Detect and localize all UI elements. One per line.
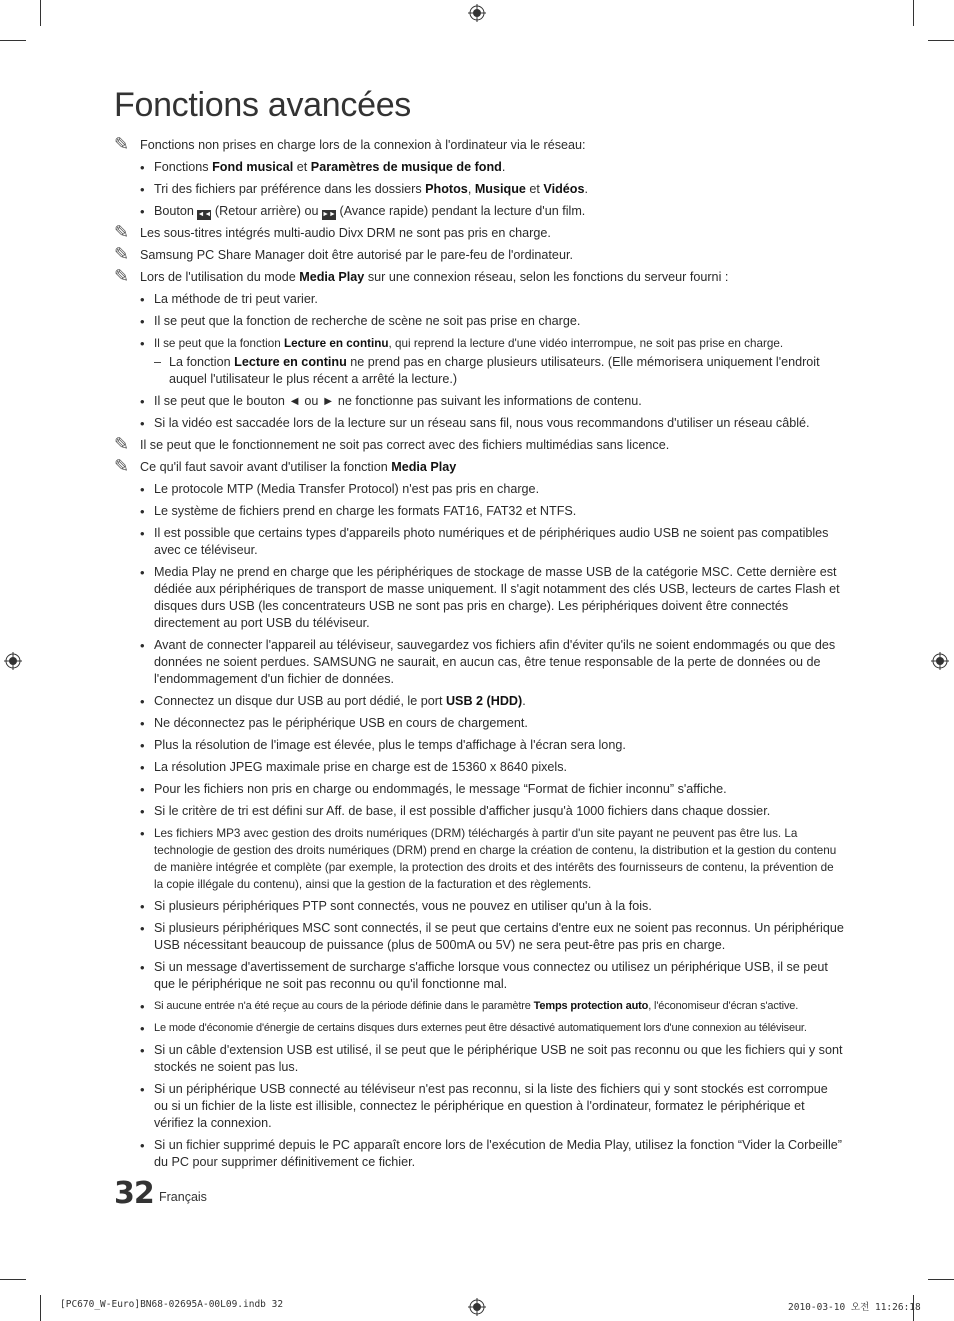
list-item: • Si un câble d'extension USB est utilisé, il se peut que le périphérique USB ne soit pas reconnu ou que les fichiers qui y sont stockés ne soient pas lus. [114, 1042, 844, 1076]
note [114, 434, 844, 454]
list-item: • Si un périphérique USB connecté au téléviseur n'est pas reconnu, si la liste des fichiers qui y sont stockés est corrompue ou si un fichier de la liste est illisible, connectez le périphérique en question à l'ordinateur, formatez le périphérique et vérifiez la connexion. [114, 1081, 844, 1132]
crop-mark [928, 1279, 954, 1280]
list-item: • Il se peut que le bouton ◄ ou ► ne fonctionne pas suivant les informations de contenu. [114, 393, 844, 410]
page-number: 32 [114, 1176, 154, 1211]
footer-file-info: [PC670_W-Euro]BN68-02695A-00L09.indb 32 [60, 1299, 284, 1310]
pencil-note-icon: ✎ [114, 266, 130, 286]
fast-forward-key-icon: ►► [322, 211, 336, 218]
note-text: Samsung PC Share Manager doit être autorisé par le pare-feu de l'ordinateur. [140, 248, 573, 262]
list-item: • Les fichiers MP3 avec gestion des droits numériques (DRM) téléchargés à partir d'un site payant ne peuvent pas être lus. La technologie de gestion des droits numériques (DRM) prend en charge la création de contenu, la distribution et la gestion du contenu de manière intégrée et complète (par exemple, la protection des droits et des intérêts des fournisseurs de contenu, la prévention de la copie illégale du contenu), ainsi que la gestion de la facturation et des règlements. [114, 825, 844, 893]
list-item: • Si un message d'avertissement de surcharge s'affiche lorsque vous connectez ou utilisez un périphérique USB, il se peut que le périphérique ne soit pas reconnu ou qu'il fonctionne mal. [114, 959, 844, 993]
list-item: • Plus la résolution de l'image est élevée, plus le temps d'affichage à l'écran sera long. [114, 737, 844, 754]
list-item: • Le système de fichiers prend en charge les formats FAT16, FAT32 et NTFS. [114, 503, 844, 520]
pencil-note-icon: ✎ [114, 434, 130, 454]
crop-mark [40, 0, 41, 26]
note: ✎ Ce qu'il faut savoir avant d'utiliser la fonction Media Play [114, 456, 457, 476]
footer-timestamp: 2010-03-10 오전 11:26:18 [788, 1302, 921, 1313]
list-item: • Media Play ne prend en charge que les périphériques de stockage de masse USB de la catégorie MSC. Cette dernière est dédiée aux périphériques de transport de masse uniquement. Il s'agit notamment des clés USB, lecteurs de cartes Flash et disques durs USB (les concentrateurs USB ne sont pas pris en charge). Les périphériques doivent être connectés directement au port USB du téléviseur. [114, 564, 844, 632]
list-item: • Il se peut que la fonction de recherche de scène ne soit pas prise en charge. [114, 313, 844, 330]
note [114, 134, 844, 154]
bullet-list [114, 393, 844, 432]
list-item: • Pour les fichiers non pris en charge ou endommagés, le message “Format de fichier inconnu” s'affiche. [114, 781, 844, 798]
pencil-note-icon: ✎ [114, 456, 130, 476]
note [114, 222, 844, 242]
registration-mark-icon [468, 4, 486, 22]
pencil-note-icon: ✎ [114, 244, 130, 264]
language-label: Français [159, 1190, 207, 1204]
rewind-key-icon: ◄◄ [197, 211, 212, 218]
list-item: • Ne déconnectez pas le périphérique USB en cours de chargement. [114, 715, 844, 732]
registration-mark-icon [4, 652, 22, 670]
registration-mark-icon [468, 1298, 486, 1316]
list-item: • Bouton ◄◄ (Retour arrière) ou ►► (Avance rapide) pendant la lecture d'un film. [114, 203, 844, 220]
crop-mark [0, 40, 26, 41]
list-item: • Le protocole MTP (Media Transfer Protocol) n'est pas pris en charge. [114, 481, 844, 498]
note-text: Il se peut que le fonctionnement ne soit pas correct avec des fichiers multimédias sans licence. [140, 438, 670, 452]
list-item: • Si le critère de tri est défini sur Aff. de base, il est possible d'afficher jusqu'à 1000 fichiers dans chaque dossier. [114, 803, 844, 820]
note-text: Fonctions non prises en charge lors de la connexion à l'ordinateur via le réseau: [140, 138, 586, 152]
main-content [114, 134, 844, 1171]
list-item: • Connectez un disque dur USB au port dédié, le port USB 2 (HDD). [114, 693, 844, 710]
list-item: • Si la vidéo est saccadée lors de la lecture sur un réseau sans fil, nous vous recommandons d'utiliser un réseau câblé. [114, 415, 844, 432]
list-item: • Le mode d'économie d'énergie de certains disques durs externes peut être désactivé automatiquement lors d'une connexion au téléviseur. [114, 1020, 844, 1037]
note-text: Les sous-titres intégrés multi-audio Divx DRM ne sont pas pris en charge. [140, 226, 551, 240]
list-item: • Si plusieurs périphériques MSC sont connectés, il se peut que certains d'entre eux ne soient pas reconnus. Un périphérique USB nécessitant beaucoup de puissance (plus de 500mA ou 5V) ne sera peut-être pas pris en charge. [114, 920, 844, 954]
list-item: • Si un fichier supprimé depuis le PC apparaît encore lors de l'exécution de Media Play, utilisez la fonction “Vider la Corbeille” du PC pour supprimer définitivement ce fichier. [114, 1137, 844, 1171]
pencil-note-icon: ✎ [114, 134, 130, 154]
crop-mark [928, 40, 954, 41]
list-item: • La méthode de tri peut varier. [114, 291, 844, 308]
list-item: • Il se peut que la fonction Lecture en continu, qui reprend la lecture d'une vidéo interrompue, ne soit pas prise en charge. [114, 335, 844, 352]
note [114, 244, 844, 264]
crop-mark [40, 1295, 41, 1321]
page-title: Fonctions avancées [114, 86, 411, 124]
bullet-list [114, 291, 844, 352]
list-item: • Si plusieurs périphériques PTP sont connectés, vous ne pouvez en utiliser qu'un à la fois. [114, 898, 844, 915]
list-item: • Si aucune entrée n'a été reçue au cours de la période définie dans le paramètre Temps protection auto, l'économiseur d'écran s'active. [114, 998, 844, 1015]
crop-mark [913, 0, 914, 26]
list-item: • Tri des fichiers par préférence dans les dossiers Photos, Musique et Vidéos. [114, 181, 844, 198]
registration-mark-icon [931, 652, 949, 670]
list-item: • Fonctions Fond musical et Paramètres de musique de fond. [114, 159, 844, 176]
crop-mark [0, 1279, 26, 1280]
list-item: • La résolution JPEG maximale prise en charge est de 15360 x 8640 pixels. [114, 759, 844, 776]
sub-list-item: – La fonction Lecture en continu ne prend pas en charge plusieurs utilisateurs. (Elle mémorisera uniquement l'endroit auquel l'utilisateur le plus récent a arrêté la lecture.) [114, 354, 844, 388]
bullet-list [114, 481, 844, 1171]
list-item: • Avant de connecter l'appareil au téléviseur, sauvegardez vos fichiers afin d'éviter qu'ils ne soient endommagés ou que des données ne soient perdues. SAMSUNG ne saurait, en aucun cas, être tenue responsable de la perte de données ou de l'endommagement d'un fichier de données. [114, 637, 844, 688]
bullet-list [114, 159, 844, 220]
note: ✎ Lors de l'utilisation du mode Media Play sur une connexion réseau, selon les fonctions du serveur fourni : [114, 266, 729, 286]
pencil-note-icon: ✎ [114, 222, 130, 242]
list-item: • Il est possible que certains types d'appareils photo numériques et de périphériques audio USB ne soient pas compatibles avec ce téléviseur. [114, 525, 844, 559]
